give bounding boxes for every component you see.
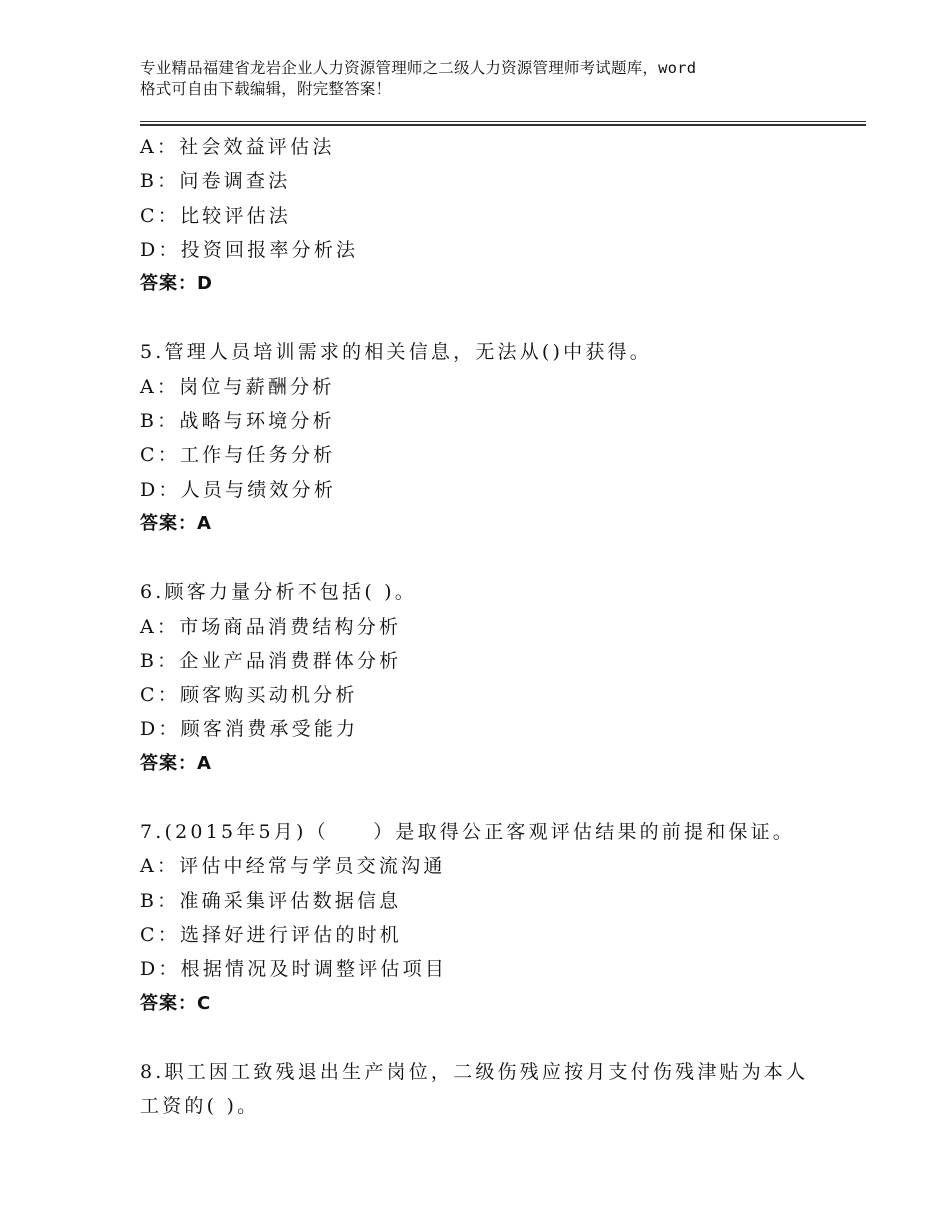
answer-value: C [197,992,212,1014]
question-stem: 6.顾客力量分析不包括( )。 [140,581,417,604]
answer-label: 答案： [140,992,197,1014]
answer-value: A [197,752,212,774]
question-stem-line-2: 工资的( )。 [140,1095,260,1118]
option-b: B：战略与环境分析 [140,410,335,433]
question-stem-line-1: 8.职工因工致残退出生产岗位，二级伤残应按月支付伤残津贴为本人 [140,1060,809,1083]
header-divider [140,121,866,126]
answer-label: 答案： [140,752,197,774]
answer-line [140,747,840,781]
header-title-line-1: 专业精品福建省龙岩企业人力资源管理师之二级人力资源管理师考试题库，word [140,59,697,77]
spacer [140,301,840,335]
option-a: A：岗位与薪酬分析 [140,375,335,398]
option-c: C：比较评估法 [140,204,291,227]
answer-line [140,987,840,1021]
spacer [140,781,840,815]
question-6 [140,575,840,781]
option-b: B：问卷调查法 [140,170,291,193]
option-b: B：企业产品消费群体分析 [140,649,402,672]
spacer [140,1021,840,1055]
option-d: D：投资回报率分析法 [140,238,359,261]
question-5 [140,335,840,541]
document-header [140,58,840,100]
answer-label: 答案： [140,512,197,534]
answer-line [140,507,840,541]
question-stem: 7.(2015年5月)（ ）是取得公正客观评估结果的前提和保证。 [140,821,795,844]
spacer [140,541,840,575]
question-4 [140,130,840,301]
option-d: D：顾客消费承受能力 [140,718,359,741]
option-d: D：人员与绩效分析 [140,478,337,501]
answer-value: A [197,512,212,534]
answer-value: D [197,273,213,295]
option-d: D：根据情况及时调整评估项目 [140,958,448,981]
option-a: A：社会效益评估法 [140,136,335,158]
question-list [140,130,840,1123]
question-stem: 5.管理人员培训需求的相关信息，无法从()中获得。 [140,341,652,364]
answer-line [140,267,840,301]
question-7 [140,815,840,1021]
option-c: C：工作与任务分析 [140,444,336,467]
option-b: B：准确采集评估数据信息 [140,889,402,912]
header-title-line-2: 格式可自由下载编辑，附完整答案！ [140,80,392,98]
answer-label: 答案： [140,273,197,295]
option-a: A：市场商品消费结构分析 [140,615,402,638]
question-8 [140,1055,840,1124]
option-c: C：选择好进行评估的时机 [140,923,402,946]
option-a: A：评估中经常与学员交流沟通 [140,855,446,878]
option-c: C：顾客购买动机分析 [140,684,358,707]
